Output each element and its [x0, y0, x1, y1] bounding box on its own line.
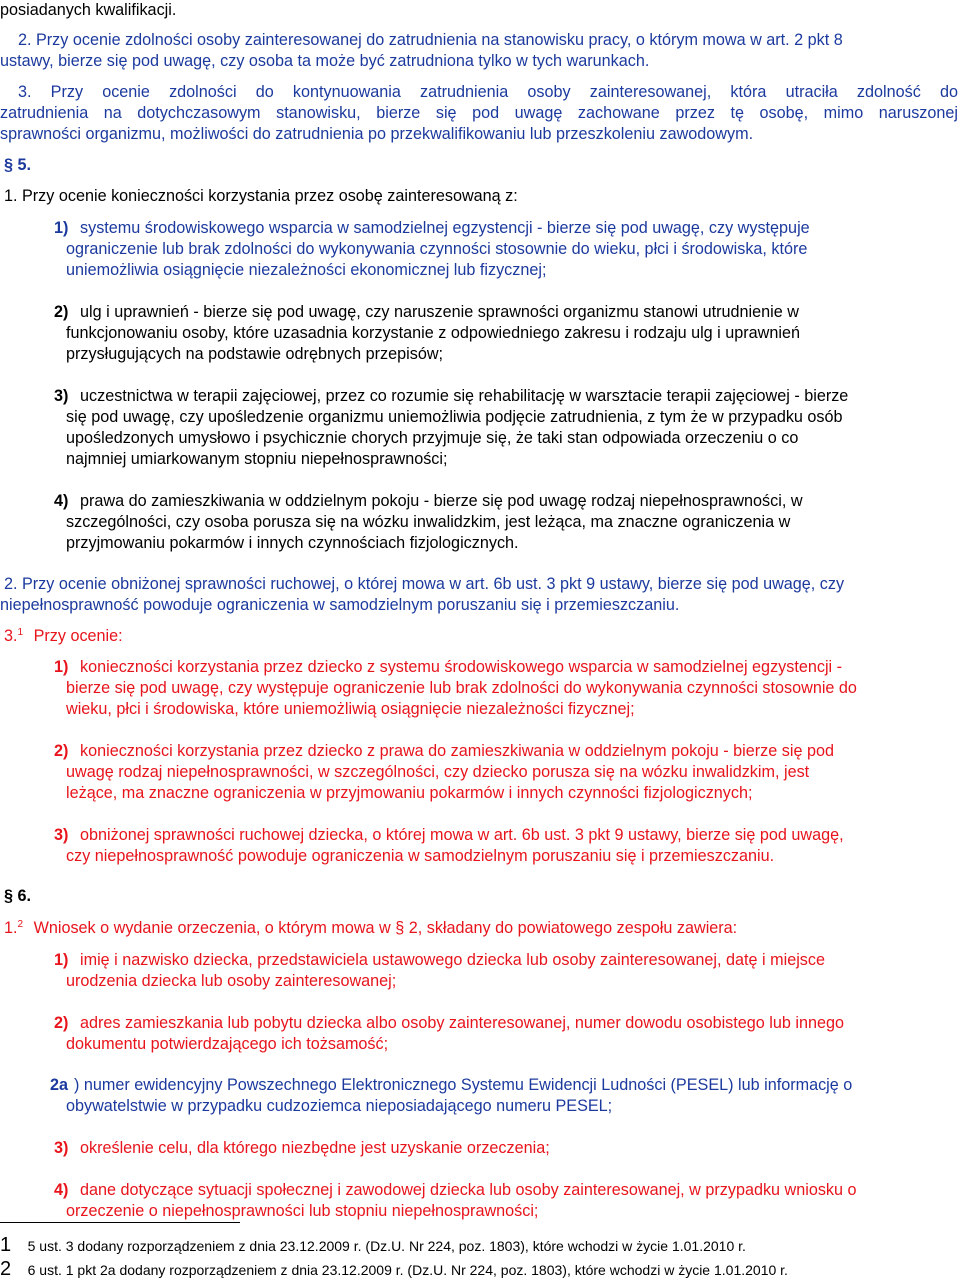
footnote [0, 1259, 788, 1280]
item-line: dane dotyczące sytuacji społecznej i zawodowej dziecka lub osoby zainteresowanej, w przypadku wniosku o [80, 1181, 857, 1199]
section-6-heading: § 6. [4, 887, 32, 905]
footnote-number: 2 [0, 1258, 12, 1280]
item-number: 2) [54, 303, 69, 321]
paragraph-3-1-heading [4, 626, 123, 649]
paragraph-line: niepełnosprawność powoduje ograniczenia w samodzielnym poruszaniu się i przemieszczaniu. [0, 596, 680, 614]
paragraph-6-1-heading [4, 918, 737, 941]
footnote-ref[interactable]: 2 [17, 919, 24, 930]
item-line: leżące, ma znaczne ograniczenia w przyjmowaniu pokarmów i innych czynności fizjologicznych; [66, 784, 753, 802]
item-line: orzeczenie o niepełnosprawności lub stopniu niepełnosprawności; [66, 1202, 539, 1220]
item-line: bierze się pod uwagę, czy występuje ograniczenie lub brak zdolności do wykonywania czynności stosownie do [66, 679, 857, 697]
item-line: dokumentu potwierdzającego ich tożsamość; [66, 1035, 389, 1053]
item-number: 2) [54, 1014, 69, 1032]
item-line: się pod uwagę, czy upośledzenie organizmu uniemożliwia podjęcie zatrudnienia, z tym że w przypadku osób [66, 408, 843, 426]
paragraph-2-line: 2. Przy ocenie zdolności osoby zainteresowanej do zatrudnienia na stanowisku pracy, o którym mowa w art. 2 pkt 8 [18, 31, 843, 49]
item-line: urodzenia dziecka lub osoby zainteresowanej; [66, 972, 397, 990]
item-line: przysługujących na podstawie odrębnych przepisów; [66, 345, 444, 363]
paragraph-text: Przy ocenie: [33, 627, 123, 645]
item-line: określenie celu, dla którego niezbędne jest uzyskanie orzeczenia; [80, 1139, 550, 1157]
item-line: konieczności korzystania przez dziecko z systemu środowiskowego wsparcia w samodzielnej egzystencji - [80, 658, 843, 676]
paragraph-line: posiadanych kwalifikacji. [0, 1, 177, 19]
item-number: 2) [54, 742, 69, 760]
paragraph-2-line: ustawy, bierze się pod uwagę, czy osoba ta może być zatrudniona tylko w tych warunkach. [0, 52, 650, 70]
item-line: upośledzonych umysłowo i psychicznie chorych przyjmuje się, że taki stan odpowiada orzeczeniu o co [66, 429, 799, 447]
item-line: uczestnictwa w terapii zajęciowej, przez co rozumie się rehabilitację w warsztacie terapii zajęciowej - bierze [80, 387, 849, 405]
item-number: 4) [54, 1181, 69, 1199]
footnote-ref[interactable]: 1 [17, 627, 24, 638]
item-line: uwagę rodzaj niepełnosprawności, w szczególności, czy dziecko porusza się na wózku inwalidzkim, jest [66, 763, 810, 781]
item-line: ) numer ewidencyjny Powszechnego Elektronicznego Systemu Ewidencji Ludności (PESEL) lub informację o [74, 1076, 853, 1094]
item-number: 1) [54, 951, 69, 969]
paragraph-number: 3. [4, 627, 18, 645]
item-number: 2a [50, 1076, 69, 1094]
footnote-text: 5 ust. 3 dodany rozporządzeniem z dnia 23.12.2009 r. (Dz.U. Nr 224, poz. 1803), które wchodzi w życie 1.01.2010 r. [27, 1238, 746, 1254]
item-line: przyjmowaniu pokarmów i innych czynnościach fizjologicznych. [66, 534, 519, 552]
item-line: wieku, płci i środowiska, które uniemożliwią osiągnięcie niezależności fizycznej; [66, 700, 635, 718]
item-number: 3) [54, 1139, 69, 1157]
section-5-intro: 1. Przy ocenie konieczności korzystania przez osobę zainteresowaną z: [4, 187, 518, 205]
paragraph-3-line: 3. Przy ocenie zdolności do kontynuowania zatrudnienia osoby zainteresowanej, która utraciła zdolność do [18, 83, 958, 101]
item-line: obywatelstwie w przypadku cudzoziemca nieposiadającego numeru PESEL; [66, 1097, 613, 1115]
item-line: systemu środowiskowego wsparcia w samodzielnej egzystencji - bierze się pod uwagę, czy występuje [80, 219, 810, 237]
item-line: konieczności korzystania przez dziecko z prawa do zamieszkiwania w oddzielnym pokoju - bierze się pod [80, 742, 834, 760]
item-line: funkcjonowaniu osoby, które uzasadnia korzystanie z odpowiedniego zakresu i rodzaju ulg i uprawnień [66, 324, 800, 342]
item-line: czy niepełnosprawność powoduje ograniczenia w samodzielnym poruszaniu się i przemieszczaniu. [66, 847, 775, 865]
footnote [0, 1235, 746, 1256]
footnote-number: 1 [0, 1234, 12, 1256]
footnote-separator [0, 1222, 240, 1223]
item-line: adres zamieszkania lub pobytu dziecka albo osoby zainteresowanej, numer dowodu osobistego lub innego [80, 1014, 844, 1032]
item-line: ograniczenie lub brak zdolności do wykonywania czynności stosownie do wieku, płci i środowiska, które [66, 240, 808, 258]
item-line: obniżonej sprawności ruchowej dziecka, o której mowa w art. 6b ust. 3 pkt 9 ustawy, bierze się pod uwagę, [80, 826, 844, 844]
item-number: 4) [54, 492, 69, 510]
item-line: szczególności, czy osoba porusza się na wózku inwalidzkim, jest leżąca, ma znaczne ograniczenia w [66, 513, 791, 531]
item-line: najmniej umiarkowanym stopniu niepełnosprawności; [66, 450, 448, 468]
item-line: uniemożliwia osiągnięcie niezależności ekonomicznej lub fizycznej; [66, 261, 547, 279]
item-number: 1) [54, 658, 69, 676]
item-line: ulg i uprawnień - bierze się pod uwagę, czy naruszenie sprawności organizmu stanowi utrudnienie w [80, 303, 799, 321]
paragraph-text: Wniosek o wydanie orzeczenia, o którym mowa w § 2, składany do powiatowego zespołu zawiera: [33, 919, 738, 937]
paragraph-number: 1. [4, 919, 18, 937]
item-line: imię i nazwisko dziecka, przedstawiciela ustawowego dziecka lub osoby zainteresowanej, datę i miejsce [80, 951, 825, 969]
item-number: 1) [54, 219, 69, 237]
item-line: prawa do zamieszkiwania w oddzielnym pokoju - bierze się pod uwagę rodzaj niepełnosprawności, w [80, 492, 803, 510]
section-5-heading: § 5. [4, 156, 32, 174]
item-number: 3) [54, 387, 69, 405]
paragraph-line: 2. Przy ocenie obniżonej sprawności ruchowej, o której mowa w art. 6b ust. 3 pkt 9 ustawy, bierze się pod uwagę, czy [4, 575, 845, 593]
footnote-text: 6 ust. 1 pkt 2a dodany rozporządzeniem z dnia 23.12.2009 r. (Dz.U. Nr 224, poz. 1803), które wchodzi w życie 1.01.2010 r. [27, 1262, 788, 1278]
paragraph-3-line: sprawności organizmu, możliwości do zatrudnienia po przekwalifikowaniu lub przeszkoleniu zawodowym. [0, 125, 754, 143]
item-number: 3) [54, 826, 69, 844]
paragraph-3-line: zatrudnienia na dotychczasowym stanowisku, bierze się pod uwagę zachowane przez tę osobę, mimo naruszonej [0, 104, 958, 122]
